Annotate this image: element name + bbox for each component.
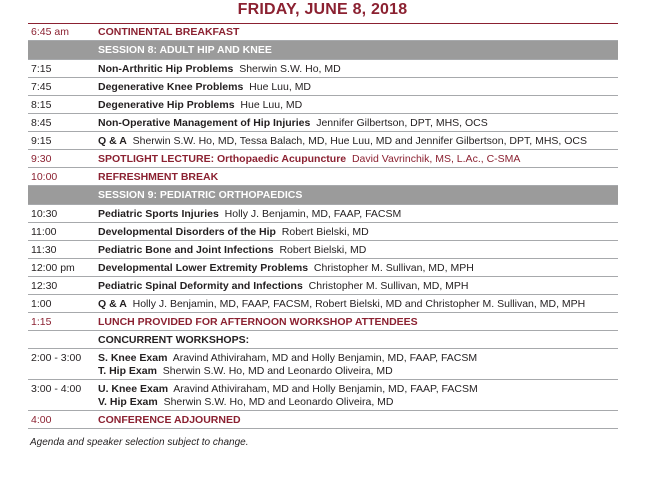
workshop-speakers: Aravind Athiviraham, MD and Holly Benjamin, MD, FAAP, FACSM: [173, 383, 478, 395]
agenda-row-continental-breakfast: [28, 23, 618, 41]
row-time: 9:15: [31, 135, 52, 147]
agenda-row: [28, 114, 618, 132]
agenda-row: [28, 259, 618, 277]
row-title: Non-Arthritic Hip Problems: [98, 63, 234, 75]
row-title: Pediatric Sports Injuries: [98, 208, 219, 220]
agenda-row: [28, 277, 618, 295]
session-title: SESSION 9: PEDIATRIC ORTHOPAEDICS: [98, 189, 303, 201]
row-speakers: Jennifer Gilbertson, DPT, MHS, OCS: [316, 117, 488, 129]
row-speakers: Hue Luu, MD: [240, 99, 303, 111]
row-time: [28, 331, 98, 334]
row-time: 3:00 - 4:00: [31, 383, 82, 395]
footnote: Agenda and speaker selection subject to change.: [30, 437, 249, 448]
row-content: [98, 23, 618, 39]
row-title: Pediatric Spinal Deformity and Infections: [98, 280, 303, 292]
row-speakers: Robert Bielski, MD: [281, 226, 369, 238]
agenda-row: [28, 96, 618, 114]
row-title: Pediatric Bone and Joint Infections: [98, 244, 274, 256]
row-content: [98, 78, 618, 94]
agenda-row-concurrent-workshops: [28, 331, 618, 349]
agenda-row: [28, 223, 618, 241]
row-title: CONCURRENT WORKSHOPS:: [98, 334, 250, 346]
day-title: FRIDAY, JUNE 8, 2018: [237, 1, 408, 18]
row-content: [98, 150, 618, 166]
session-title: SESSION 8: ADULT HIP AND KNEE: [98, 44, 272, 56]
row-time: 1:15: [31, 316, 52, 328]
workshop-title: V. Hip Exam: [98, 396, 158, 408]
row-time: 11:30: [31, 244, 57, 256]
row-title: CONFERENCE ADJOURNED: [98, 414, 241, 426]
row-time: 6:45 am: [31, 26, 69, 38]
row-speakers: Robert Bielski, MD: [279, 244, 367, 256]
workshop-title: S. Knee Exam: [98, 352, 168, 364]
row-speakers: Hue Luu, MD: [249, 81, 312, 93]
row-time: 10:30: [31, 208, 58, 220]
agenda-row: [28, 241, 618, 259]
row-time: 11:00: [31, 226, 57, 238]
row-title: REFRESHMENT BREAK: [98, 171, 219, 183]
row-speakers: Christopher M. Sullivan, MD, MPH: [313, 262, 474, 274]
row-content: [98, 186, 618, 202]
row-time: 8:45: [31, 117, 52, 129]
row-time: 12:30: [31, 280, 58, 292]
row-time: 2:00 - 3:00: [31, 352, 82, 364]
row-content: [98, 205, 618, 221]
row-content: [98, 132, 618, 148]
row-title: Developmental Disorders of the Hip: [98, 226, 276, 238]
row-content: [98, 223, 618, 239]
session-9-header: [28, 186, 618, 205]
row-title: Non-Operative Management of Hip Injuries: [98, 117, 311, 129]
row-content: [98, 114, 618, 130]
workshop-line: [98, 352, 618, 365]
row-time: 7:15: [31, 63, 52, 75]
row-title: Q & A: [98, 135, 127, 147]
row-content: [98, 168, 618, 184]
workshop-title: T. Hip Exam: [98, 365, 157, 377]
workshop-speakers: Sherwin S.W. Ho, MD and Leonardo Oliveira, MD: [163, 396, 394, 408]
agenda-row: [28, 205, 618, 223]
row-time: 12:00 pm: [31, 262, 75, 274]
row-speakers: Holly J. Benjamin, MD, FAAP, FACSM, Robert Bielski, MD and Christopher M. Sullivan, MD, MPH: [132, 298, 586, 310]
agenda-row-lunch: [28, 313, 618, 331]
agenda-row-workshop-block: [28, 380, 618, 411]
row-speakers: Sherwin S.W. Ho, MD: [239, 63, 341, 75]
row-time: 8:15: [31, 99, 52, 111]
agenda-row-workshop-block: [28, 349, 618, 380]
workshop-title: U. Knee Exam: [98, 383, 169, 395]
row-title: CONTINENTAL BREAKFAST: [98, 26, 240, 38]
row-content: [98, 411, 618, 427]
agenda-row-spotlight-lecture: [28, 150, 618, 168]
agenda-row: [28, 60, 618, 78]
row-time: 1:00: [31, 298, 52, 310]
row-content: [98, 259, 618, 275]
agenda-row: [28, 78, 618, 96]
agenda-table: [28, 23, 618, 429]
row-content: [98, 241, 618, 257]
row-time: 7:45: [31, 81, 52, 93]
row-title: SPOTLIGHT LECTURE: Orthopaedic Acupuncture: [98, 153, 347, 165]
row-content: [98, 331, 618, 347]
workshop-speakers: Aravind Athiviraham, MD and Holly Benjamin, MD, FAAP, FACSM: [172, 352, 478, 364]
row-content: [98, 380, 618, 409]
row-content: [98, 96, 618, 112]
session-8-header: [28, 41, 618, 60]
workshop-speakers: Sherwin S.W. Ho, MD and Leonardo Oliveira, MD: [162, 365, 393, 377]
row-content: [98, 60, 618, 76]
row-time: 9:30: [31, 153, 52, 165]
row-speakers: Holly J. Benjamin, MD, FAAP, FACSM: [224, 208, 402, 220]
row-content: [98, 349, 618, 378]
row-title: Degenerative Knee Problems: [98, 81, 244, 93]
row-content: [98, 277, 618, 293]
workshop-line: [98, 365, 618, 378]
agenda-row-refreshment-break: [28, 168, 618, 186]
row-time: 10:00: [31, 171, 58, 183]
row-content: [98, 41, 618, 57]
row-content: [98, 295, 618, 311]
row-title: Degenerative Hip Problems: [98, 99, 235, 111]
row-title: Developmental Lower Extremity Problems: [98, 262, 309, 274]
row-title: LUNCH PROVIDED FOR AFTERNOON WORKSHOP ATTENDEES: [98, 316, 418, 328]
row-speakers: Christopher M. Sullivan, MD, MPH: [308, 280, 469, 292]
workshop-line: [98, 383, 618, 396]
row-speakers: David Vavrinchik, MS, L.Ac., C-SMA: [351, 153, 521, 165]
row-time: 4:00: [31, 414, 52, 426]
row-speakers: Sherwin S.W. Ho, MD, Tessa Balach, MD, Hue Luu, MD and Jennifer Gilbertson, DPT, MHS, OCS: [132, 135, 588, 147]
agenda-row-conference-adjourned: [28, 411, 618, 429]
row-content: [98, 313, 618, 329]
agenda-row: [28, 295, 618, 313]
workshop-line: [98, 396, 618, 409]
agenda-row: [28, 132, 618, 150]
row-title: Q & A: [98, 298, 127, 310]
